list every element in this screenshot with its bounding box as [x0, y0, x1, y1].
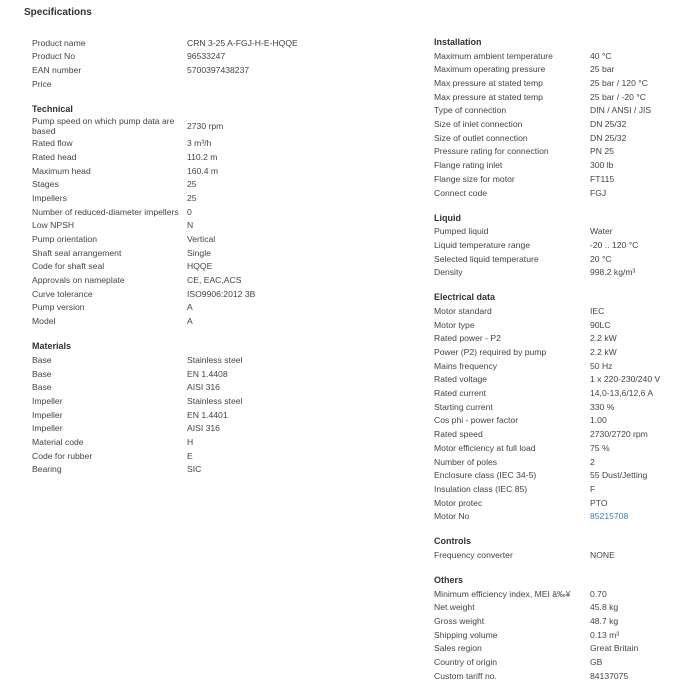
spec-value: 2730 rpm — [187, 120, 224, 131]
spec-label: Motor type — [434, 319, 475, 330]
spec-label: Rated head — [32, 151, 77, 162]
spec-value: Single — [187, 247, 211, 258]
spec-row — [434, 345, 696, 359]
spec-row — [434, 104, 696, 118]
spec-row — [434, 145, 696, 159]
section-liquid — [434, 212, 696, 280]
spec-label: Code for shaft seal — [32, 261, 105, 272]
spec-label: Material code — [32, 436, 84, 447]
spec-value: 75 % — [590, 442, 610, 453]
spec-label: Flange size for motor — [434, 173, 515, 184]
spec-value: FT115 — [590, 173, 615, 184]
spec-label: Stages — [32, 179, 59, 190]
spec-label: Pump version — [32, 302, 85, 313]
spec-value: 14,0-13,6/12,6 A — [590, 388, 654, 399]
section-heading: Materials — [32, 341, 72, 352]
spec-row — [434, 496, 696, 510]
spec-label: Base — [32, 368, 52, 379]
spec-value: 25 — [187, 192, 197, 203]
spec-label: Size of outlet connection — [434, 132, 528, 143]
spec-row — [32, 116, 332, 137]
spec-row — [434, 628, 696, 642]
spec-value: 998.2 kg/m³ — [590, 267, 636, 278]
spec-row — [434, 655, 696, 669]
spec-value: 45.8 kg — [590, 602, 619, 613]
spec-value: 330 % — [590, 401, 615, 412]
spec-row — [434, 225, 696, 239]
spec-row — [434, 49, 696, 63]
spec-label: Base — [32, 382, 52, 393]
spec-value: 25 bar / 120 °C — [590, 78, 648, 89]
spec-row — [434, 304, 696, 318]
spec-value: PTO — [590, 497, 608, 508]
spec-label: Maximum operating pressure — [434, 64, 546, 75]
spec-label: Maximum head — [32, 165, 91, 176]
spec-label: Rated speed — [434, 429, 483, 440]
spec-label: Impeller — [32, 395, 63, 406]
spec-value: F — [590, 483, 596, 494]
spec-row — [32, 315, 332, 329]
spec-value: ISO9906:2012 3B — [187, 288, 256, 299]
spec-row — [32, 353, 332, 367]
spec-label: Net weight — [434, 602, 475, 613]
spec-value: Stainless steel — [187, 354, 243, 365]
section-heading: Others — [434, 575, 464, 585]
spec-row — [434, 548, 696, 562]
spec-value: 55 Dust/Jetting — [590, 470, 648, 481]
spec-label: Motor protec — [434, 497, 483, 508]
spec-row — [434, 117, 696, 131]
spec-row — [32, 381, 332, 395]
spec-value: 1 x 220-230/240 V — [590, 374, 661, 385]
spec-value: Stainless steel — [187, 395, 243, 406]
spec-row — [434, 386, 696, 400]
spec-value: EN 1.4401 — [187, 409, 228, 420]
spec-label: Product No — [32, 51, 75, 62]
section-others — [434, 574, 696, 683]
spec-label: Pressure rating for connection — [434, 146, 549, 157]
spec-value: IEC — [590, 305, 605, 316]
spec-value: 0.70 — [590, 588, 607, 599]
spec-label: Code for rubber — [32, 450, 93, 461]
spec-label: Country of origin — [434, 657, 498, 668]
spec-row — [434, 601, 696, 615]
spec-label: Cos phi - power factor — [434, 415, 519, 426]
spec-row — [434, 318, 696, 332]
spec-label: Approvals on nameplate — [32, 275, 125, 286]
spec-row — [32, 408, 332, 422]
spec-value: 300 lb — [590, 160, 614, 171]
spec-value: Vertical — [187, 234, 216, 245]
spec-value: 1.00 — [590, 415, 607, 426]
spec-label: Max pressure at stated temp — [434, 91, 543, 102]
spec-row — [434, 159, 696, 173]
spec-value: 25 bar / -20 °C — [590, 91, 646, 102]
spec-row — [32, 287, 332, 301]
spec-value: -20 .. 120 °C — [590, 239, 639, 250]
spec-row — [434, 186, 696, 200]
section-heading: Technical — [32, 103, 73, 114]
spec-label: Pump speed on which pump data are based — [32, 115, 175, 137]
spec-row — [434, 252, 696, 266]
spec-row — [32, 394, 332, 408]
spec-value: A — [187, 316, 193, 327]
spec-label: Low NPSH — [32, 220, 75, 231]
spec-value: 160.4 m — [187, 165, 219, 176]
section-installation — [434, 36, 696, 200]
spec-value: 2.2 kW — [590, 347, 617, 358]
spec-row — [32, 77, 332, 91]
section-controls — [434, 535, 696, 562]
spec-value: Water — [590, 226, 613, 237]
spec-row — [434, 441, 696, 455]
section-general — [32, 36, 332, 91]
spec-row — [434, 373, 696, 387]
spec-label: Shipping volume — [434, 629, 498, 640]
spec-value: CRN 3-25 A-FGJ-H-E-HQQE — [187, 37, 298, 48]
spec-row — [32, 367, 332, 381]
spec-row — [32, 205, 332, 219]
spec-row — [32, 219, 332, 233]
spec-value: PN 25 — [590, 146, 614, 157]
spec-row — [434, 172, 696, 186]
spec-label: Maximum ambient temperature — [434, 50, 553, 61]
spec-row — [434, 238, 696, 252]
spec-value: EN 1.4408 — [187, 368, 228, 379]
spec-label: Rated flow — [32, 138, 73, 149]
spec-row — [32, 137, 332, 151]
spec-row — [434, 469, 696, 483]
spec-row — [32, 50, 332, 64]
spec-label: Size of inlet connection — [434, 119, 523, 130]
spec-label: Flange rating inlet — [434, 160, 503, 171]
spec-label: Enclosure class (IEC 34-5) — [434, 470, 537, 481]
spec-label: Pump orientation — [32, 234, 97, 245]
spec-label: Insulation class (IEC 85) — [434, 483, 528, 494]
section-technical — [32, 103, 332, 328]
spec-value: 20 °C — [590, 253, 612, 264]
spec-value: GB — [590, 657, 603, 668]
spec-value: FGJ — [590, 187, 607, 198]
spec-row — [434, 332, 696, 346]
spec-label: Rated current — [434, 388, 487, 399]
spec-value: 0.13 m³ — [590, 629, 620, 640]
spec-value: 84137075 — [590, 670, 629, 681]
spec-label: Number of reduced-diameter impellers — [32, 206, 179, 217]
spec-label: Max pressure at stated temp — [434, 78, 543, 89]
spec-row — [434, 266, 696, 280]
section-heading: Controls — [434, 536, 471, 547]
spec-row — [434, 76, 696, 90]
spec-value: NONE — [590, 549, 615, 560]
spec-row — [32, 273, 332, 287]
spec-label: Density — [434, 267, 463, 278]
spec-row — [32, 191, 332, 205]
spec-label: Power (P2) required by pump — [434, 347, 547, 358]
spec-label: Rated power - P2 — [434, 333, 501, 344]
spec-label: Liquid temperature range — [434, 239, 531, 250]
spec-label: Impeller — [32, 423, 63, 434]
section-materials — [32, 340, 332, 476]
spec-value: 2.2 kW — [590, 333, 617, 344]
spec-row — [434, 428, 696, 442]
spec-value: 2 — [590, 456, 595, 467]
spec-value: E — [187, 450, 193, 461]
spec-row — [32, 301, 332, 315]
spec-label: Custom tariff no. — [434, 670, 497, 681]
spec-row — [434, 587, 696, 601]
spec-row — [32, 449, 332, 463]
section-heading: Installation — [434, 37, 482, 47]
spec-value: 96533247 — [187, 51, 226, 62]
spec-value: 90LC — [590, 319, 611, 330]
spec-value: DIN / ANSI / JIS — [590, 105, 652, 116]
spec-value: 48.7 kg — [590, 616, 619, 627]
spec-row — [434, 63, 696, 77]
spec-label: Selected liquid temperature — [434, 253, 539, 264]
spec-label: Motor No — [434, 511, 470, 522]
spec-value: HQQE — [187, 261, 213, 272]
spec-row — [434, 131, 696, 145]
spec-value: Great Britain — [590, 643, 639, 654]
spec-label: Curve tolerance — [32, 288, 93, 299]
page-title: Specifications — [24, 7, 92, 18]
spec-value: DN 25/32 — [590, 119, 627, 130]
spec-label: Shaft seal arrangement — [32, 247, 122, 258]
spec-label: Frequency converter — [434, 549, 513, 560]
spec-label: EAN number — [32, 65, 82, 76]
spec-label: Rated voltage — [434, 374, 488, 385]
spec-label: Base — [32, 354, 52, 365]
spec-row — [434, 455, 696, 469]
spec-value: AISI 316 — [187, 423, 220, 434]
spec-label: Mains frequency — [434, 360, 498, 371]
spec-label: Sales region — [434, 643, 482, 654]
spec-row — [32, 246, 332, 260]
spec-label: Minimum efficiency index, MEI â‰¥ — [434, 588, 571, 599]
spec-label: Model — [32, 316, 56, 327]
spec-label: Number of poles — [434, 456, 498, 467]
spec-row — [434, 359, 696, 373]
spec-label: Product name — [32, 37, 86, 48]
spec-row — [434, 482, 696, 496]
spec-row — [434, 614, 696, 628]
spec-row — [32, 36, 332, 50]
spec-label: Gross weight — [434, 616, 485, 627]
section-electrical-data — [434, 291, 696, 523]
spec-value: A — [187, 302, 193, 313]
spec-value: 50 Hz — [590, 360, 613, 371]
spec-row — [434, 400, 696, 414]
spec-value: 0 — [187, 206, 192, 217]
spec-value-link[interactable]: 85215708 — [590, 511, 629, 522]
spec-label: Impellers — [32, 192, 67, 203]
spec-row — [434, 669, 696, 683]
spec-label: Connect code — [434, 187, 488, 198]
section-heading: Electrical data — [434, 292, 496, 303]
spec-row — [32, 422, 332, 436]
spec-row — [32, 63, 332, 77]
spec-row — [434, 642, 696, 656]
spec-label: Motor efficiency at full load — [434, 442, 536, 453]
spec-value: 25 bar — [590, 64, 615, 75]
spec-label: Impeller — [32, 409, 63, 420]
spec-value: AISI 316 — [187, 382, 220, 393]
spec-value: CE, EAC,ACS — [187, 275, 242, 286]
spec-row — [32, 435, 332, 449]
section-heading: Liquid — [434, 212, 461, 223]
spec-value: 3 m³/h — [187, 138, 212, 149]
right-spec-column — [434, 36, 696, 683]
spec-value: 5700397438237 — [187, 65, 250, 76]
spec-value: 110.2 m — [187, 151, 218, 162]
spec-row — [32, 178, 332, 192]
spec-value: DN 25/32 — [590, 132, 627, 143]
left-spec-column — [32, 36, 332, 476]
spec-row — [32, 232, 332, 246]
spec-row — [32, 164, 332, 178]
spec-row — [434, 414, 696, 428]
spec-value: 25 — [187, 179, 197, 190]
spec-row — [32, 463, 332, 477]
spec-value: N — [187, 220, 194, 231]
spec-label: Bearing — [32, 464, 62, 475]
spec-label: Pumped liquid — [434, 226, 489, 237]
spec-row — [32, 260, 332, 274]
spec-value: H — [187, 436, 194, 447]
spec-label: Type of connection — [434, 105, 507, 116]
spec-value: SIC — [187, 464, 202, 475]
spec-label: Price — [32, 78, 52, 89]
spec-row — [434, 510, 696, 524]
spec-value: 2730/2720 rpm — [590, 429, 648, 440]
spec-label: Motor standard — [434, 305, 492, 316]
spec-value: 40 °C — [590, 50, 612, 61]
spec-row — [32, 150, 332, 164]
spec-row — [434, 90, 696, 104]
spec-label: Starting current — [434, 401, 493, 412]
